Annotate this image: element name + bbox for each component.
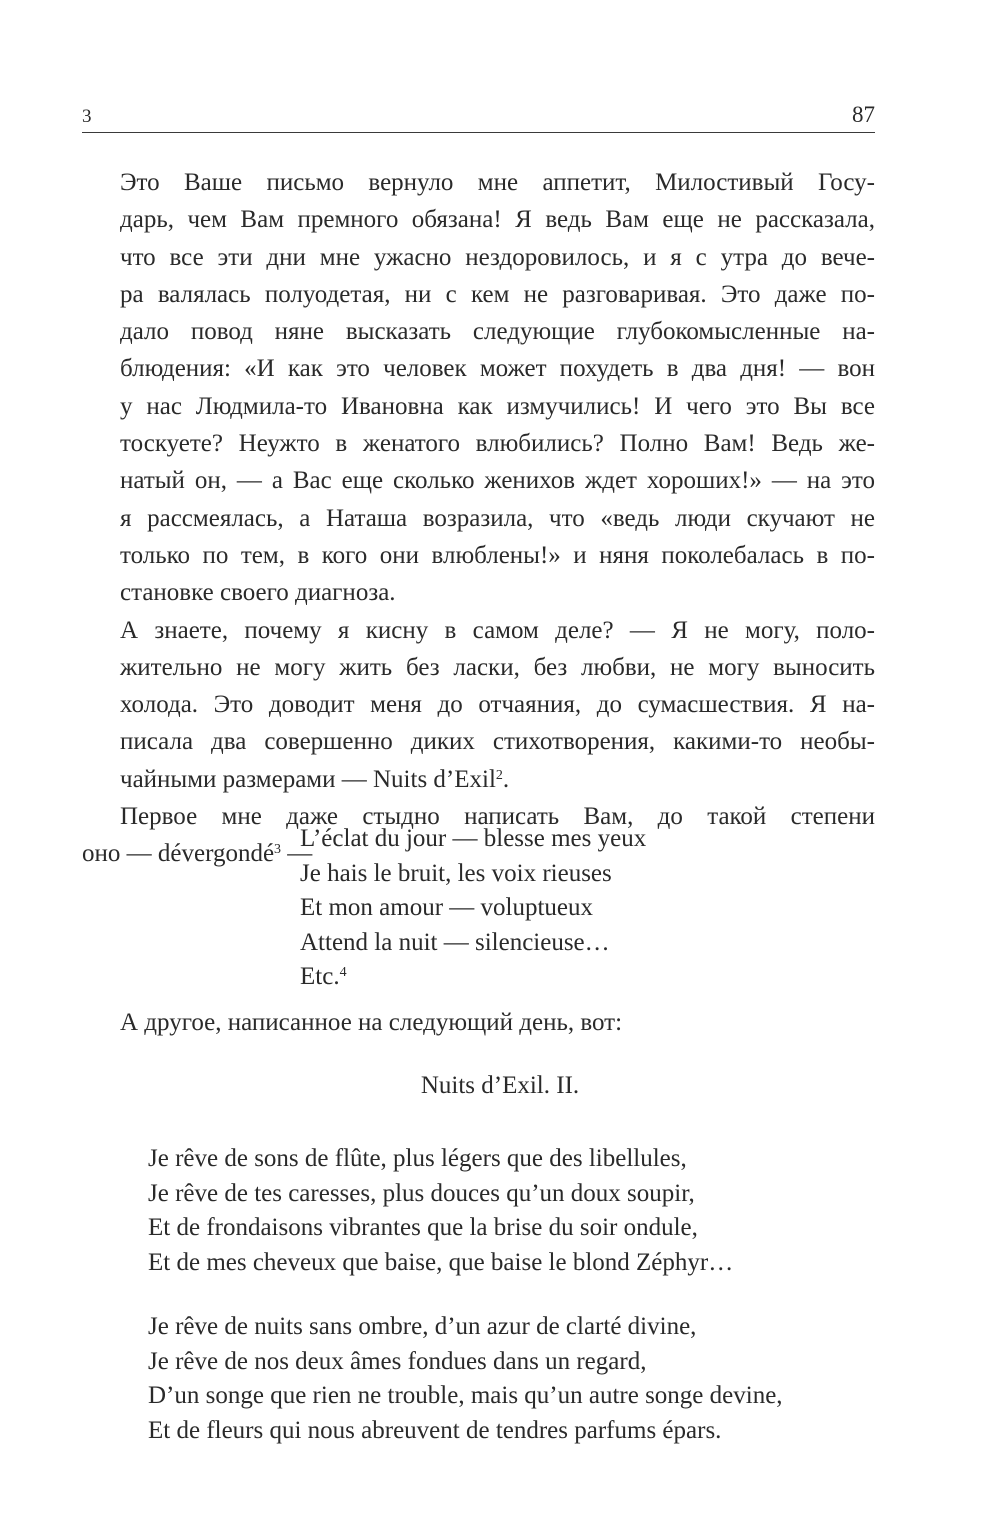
poem-excerpt bbox=[300, 822, 646, 995]
poem-line: Je rêve de nuits sans ombre, d’un azur de clarté divine, bbox=[148, 1313, 697, 1340]
running-header bbox=[82, 98, 875, 133]
text-line: только по тем, в кого они влюблены!» и няня поколебалась в по- bbox=[120, 541, 875, 569]
poem-line: Je rêve de nos deux âmes fondues dans un regard, bbox=[148, 1347, 647, 1375]
footnote-marker: 3 bbox=[274, 842, 282, 858]
poem-line: Je hais le bruit, les voix rieuses bbox=[300, 859, 612, 887]
poem-title: Nuits d’Exil. II. bbox=[420, 1072, 580, 1099]
text-line-content: оно — dévergondé bbox=[82, 840, 275, 868]
poem-line: Je rêve de sons de flûte, plus légers que des libellules, bbox=[148, 1145, 687, 1172]
text-line-content: чайными размерами — Nuits d’Exil bbox=[120, 765, 496, 793]
text-line: тоскуете? Неужто в женатого влюбились? Полно Вам! Ведь же- bbox=[120, 430, 875, 458]
text-line: становке своего диагноза. bbox=[120, 579, 396, 607]
text-line: ра валялась полуодетая, ни с кем не разговаривая. Это даже по- bbox=[120, 280, 875, 308]
poem-line: Et mon amour — voluptueux bbox=[300, 894, 594, 921]
text-line: я рассмеялась, а Наташа возразила, что «ведь люди скучают не bbox=[120, 504, 875, 532]
poem-stanza-1 bbox=[148, 1142, 733, 1280]
poem-line: Et de frondaisons vibrantes que la brise du soir ondule, bbox=[148, 1214, 698, 1242]
text-line: у нас Людмила-то Ивановна как измучились! И чего это Вы все bbox=[120, 392, 875, 420]
text-line: А знаете, почему я кисну в самом деле? — Я не могу, поло- bbox=[120, 616, 875, 644]
text-line bbox=[82, 761, 875, 798]
text-line: Это Ваше письмо вернуло мне аппетит, Милостивый Госу- bbox=[120, 169, 875, 196]
page-number: 87 bbox=[852, 102, 875, 127]
poem-line bbox=[300, 960, 646, 995]
poem-line-text: Etc. bbox=[300, 963, 340, 990]
poem-stanza-2 bbox=[148, 1310, 783, 1448]
paragraph-1 bbox=[82, 164, 875, 612]
poem-line: L’éclat du jour — blesse mes yeux bbox=[300, 825, 647, 852]
text-line: дало повод няне высказать следующие глубокомысленные на- bbox=[120, 318, 875, 346]
poem-line: D’un songe que rien ne trouble, mais qu’un autre songe devine, bbox=[148, 1382, 783, 1410]
poem-line: Et de fleurs qui nous abreuvent de tendres parfums épars. bbox=[148, 1416, 722, 1444]
body-text bbox=[82, 164, 875, 873]
text-line: натый он, — а Вас еще сколько женихов ждет хороших!» — на это bbox=[120, 467, 875, 495]
poem-line: Je rêve de tes caresses, plus douces qu’un doux soupir, bbox=[148, 1179, 695, 1207]
chapter-number: 3 bbox=[82, 106, 92, 127]
footnote-marker: 2 bbox=[495, 767, 503, 783]
text-line: жительно не могу жить без ласки, без любви, не могу выносить bbox=[120, 653, 875, 681]
text-line: Первое мне даже стыдно написать Вам, до такой степени bbox=[120, 803, 875, 831]
poem-line: Attend la nuit — silencieuse… bbox=[300, 928, 610, 956]
text-line: что все эти дни мне ужасно нездоровилось, и я с утра до вече- bbox=[120, 243, 875, 271]
text-line-tail: . bbox=[502, 765, 510, 793]
text-line: писала два совершенно диких стихотворения, какими-то необы- bbox=[120, 728, 875, 756]
text-line: холода. Это доводит меня до отчаяния, до сумасшествия. Я на- bbox=[120, 691, 875, 719]
paragraph-2 bbox=[82, 612, 875, 798]
text-line-tail: — bbox=[281, 840, 313, 868]
footnote-marker: 4 bbox=[339, 965, 347, 980]
text-line: блюдения: «И как это человек может похудеть в два дня! — вон bbox=[120, 355, 875, 383]
intro-line: А другое, написанное на следующий день, вот: bbox=[120, 1009, 623, 1036]
text-line: дарь, чем Вам премного обязана! Я ведь Вам еще не рассказала, bbox=[120, 206, 875, 234]
poem-line: Et de mes cheveux que baise, que baise le blond Zéphyr… bbox=[148, 1248, 734, 1276]
